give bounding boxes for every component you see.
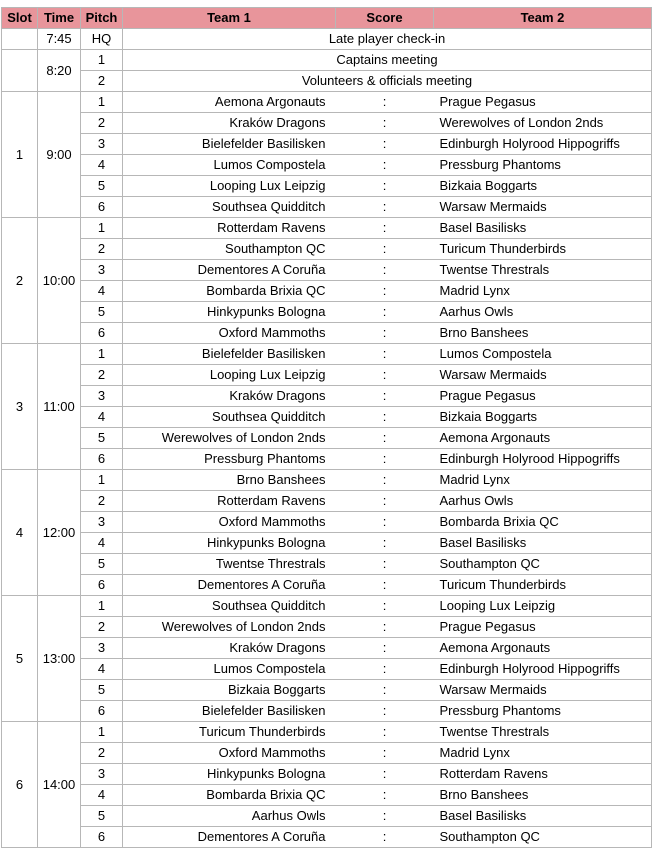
game-row	[2, 827, 652, 848]
pitch-cell: 1	[81, 722, 123, 743]
team2-cell: Werewolves of London 2nds	[434, 113, 652, 134]
pitch-cell: 5	[81, 428, 123, 449]
game-row	[2, 407, 652, 428]
team2-cell: Basel Basilisks	[434, 806, 652, 827]
game-row	[2, 155, 652, 176]
time-cell: 14:00	[38, 722, 81, 848]
time-cell: 9:00	[38, 92, 81, 218]
pitch-cell: 2	[81, 239, 123, 260]
team2-cell: Madrid Lynx	[434, 743, 652, 764]
pitch-cell: 5	[81, 680, 123, 701]
score-cell: :	[336, 260, 434, 281]
game-row	[2, 197, 652, 218]
score-cell: :	[336, 155, 434, 176]
pitch-cell: 6	[81, 323, 123, 344]
pitch-cell: 4	[81, 407, 123, 428]
team2-cell: Warsaw Mermaids	[434, 365, 652, 386]
game-row	[2, 92, 652, 113]
team1-cell: Kraków Dragons	[123, 386, 336, 407]
score-cell: :	[336, 659, 434, 680]
team1-cell: Rotterdam Ravens	[123, 218, 336, 239]
pitch-cell: 6	[81, 575, 123, 596]
team1-cell: Werewolves of London 2nds	[123, 617, 336, 638]
team1-cell: Southsea Quidditch	[123, 197, 336, 218]
team2-cell: Prague Pegasus	[434, 617, 652, 638]
slot-cell: 1	[2, 92, 38, 218]
score-cell: :	[336, 386, 434, 407]
pitch-cell: 3	[81, 134, 123, 155]
game-row	[2, 260, 652, 281]
team2-cell: Bizkaia Boggarts	[434, 407, 652, 428]
game-row	[2, 491, 652, 512]
score-cell: :	[336, 533, 434, 554]
game-row	[2, 239, 652, 260]
game-row	[2, 659, 652, 680]
team2-cell: Rotterdam Ravens	[434, 764, 652, 785]
game-row	[2, 281, 652, 302]
score-cell: :	[336, 365, 434, 386]
team1-cell: Oxford Mammoths	[123, 323, 336, 344]
pitch-cell: 5	[81, 806, 123, 827]
team2-cell: Pressburg Phantoms	[434, 155, 652, 176]
pitch-cell: 3	[81, 638, 123, 659]
score-cell: :	[336, 680, 434, 701]
team2-cell: Madrid Lynx	[434, 470, 652, 491]
schedule-body	[2, 29, 652, 848]
team1-cell: Dementores A Coruña	[123, 575, 336, 596]
pitch-cell: 4	[81, 533, 123, 554]
team2-cell: Prague Pegasus	[434, 92, 652, 113]
team2-cell: Prague Pegasus	[434, 386, 652, 407]
team1-cell: Looping Lux Leipzig	[123, 365, 336, 386]
team1-cell: Southsea Quidditch	[123, 596, 336, 617]
game-row	[2, 575, 652, 596]
score-cell: :	[336, 512, 434, 533]
team1-cell: Hinkypunks Bologna	[123, 764, 336, 785]
game-row	[2, 365, 652, 386]
team2-cell: Edinburgh Holyrood Hippogriffs	[434, 659, 652, 680]
team1-cell: Pressburg Phantoms	[123, 449, 336, 470]
team1-cell: Bielefelder Basilisken	[123, 701, 336, 722]
game-row	[2, 113, 652, 134]
header-pitch: Pitch	[81, 8, 123, 29]
score-cell: :	[336, 302, 434, 323]
pre-row	[2, 50, 652, 71]
pitch-cell: 5	[81, 302, 123, 323]
game-row	[2, 701, 652, 722]
pitch-cell: 4	[81, 281, 123, 302]
header-slot: Slot	[2, 8, 38, 29]
score-cell: :	[336, 575, 434, 596]
team2-cell: Brno Banshees	[434, 785, 652, 806]
team1-cell: Werewolves of London 2nds	[123, 428, 336, 449]
score-cell: :	[336, 638, 434, 659]
team2-cell: Edinburgh Holyrood Hippogriffs	[434, 449, 652, 470]
score-cell: :	[336, 323, 434, 344]
game-row	[2, 806, 652, 827]
pitch-cell: 6	[81, 197, 123, 218]
pitch-cell: 4	[81, 155, 123, 176]
team1-cell: Hinkypunks Bologna	[123, 533, 336, 554]
team2-cell: Pressburg Phantoms	[434, 701, 652, 722]
pitch-cell: 1	[81, 50, 123, 71]
score-cell: :	[336, 554, 434, 575]
score-cell: :	[336, 785, 434, 806]
header-time: Time	[38, 8, 81, 29]
header-score: Score	[336, 8, 434, 29]
team1-cell: Aarhus Owls	[123, 806, 336, 827]
team2-cell: Southampton QC	[434, 827, 652, 848]
team1-cell: Oxford Mammoths	[123, 743, 336, 764]
team1-cell: Looping Lux Leipzig	[123, 176, 336, 197]
team2-cell: Looping Lux Leipzig	[434, 596, 652, 617]
pitch-cell: 1	[81, 344, 123, 365]
team1-cell: Rotterdam Ravens	[123, 491, 336, 512]
pitch-cell: 5	[81, 176, 123, 197]
score-cell: :	[336, 239, 434, 260]
pitch-cell: 6	[81, 701, 123, 722]
event-cell: Volunteers & officials meeting	[123, 71, 652, 92]
team1-cell: Dementores A Coruña	[123, 260, 336, 281]
schedule-table	[1, 7, 652, 848]
score-cell: :	[336, 176, 434, 197]
pitch-cell: 1	[81, 218, 123, 239]
score-cell: :	[336, 701, 434, 722]
pitch-cell: 2	[81, 617, 123, 638]
header-row	[2, 8, 652, 29]
team2-cell: Twentse Threstrals	[434, 722, 652, 743]
event-cell: Captains meeting	[123, 50, 652, 71]
team1-cell: Aemona Argonauts	[123, 92, 336, 113]
team1-cell: Oxford Mammoths	[123, 512, 336, 533]
pitch-cell: 4	[81, 785, 123, 806]
game-row	[2, 344, 652, 365]
team1-cell: Turicum Thunderbirds	[123, 722, 336, 743]
score-cell: :	[336, 827, 434, 848]
score-cell: :	[336, 722, 434, 743]
team1-cell: Bielefelder Basilisken	[123, 344, 336, 365]
game-row	[2, 554, 652, 575]
score-cell: :	[336, 92, 434, 113]
game-row	[2, 449, 652, 470]
pitch-cell: 3	[81, 260, 123, 281]
game-row	[2, 764, 652, 785]
team1-cell: Kraków Dragons	[123, 638, 336, 659]
team2-cell: Aarhus Owls	[434, 302, 652, 323]
slot-cell: 5	[2, 596, 38, 722]
pitch-cell: 2	[81, 71, 123, 92]
game-row	[2, 533, 652, 554]
pitch-cell: 4	[81, 659, 123, 680]
score-cell: :	[336, 491, 434, 512]
team1-cell: Brno Banshees	[123, 470, 336, 491]
team1-cell: Southsea Quidditch	[123, 407, 336, 428]
pitch-cell: HQ	[81, 29, 123, 50]
pitch-cell: 5	[81, 554, 123, 575]
game-row	[2, 218, 652, 239]
game-row	[2, 176, 652, 197]
time-cell: 8:20	[38, 50, 81, 92]
team2-cell: Turicum Thunderbirds	[434, 575, 652, 596]
team2-cell: Basel Basilisks	[434, 218, 652, 239]
team1-cell: Bizkaia Boggarts	[123, 680, 336, 701]
team2-cell: Bizkaia Boggarts	[434, 176, 652, 197]
team1-cell: Bombarda Brixia QC	[123, 281, 336, 302]
game-row	[2, 743, 652, 764]
slot-cell: 2	[2, 218, 38, 344]
team1-cell: Kraków Dragons	[123, 113, 336, 134]
pitch-cell: 6	[81, 449, 123, 470]
team1-cell: Hinkypunks Bologna	[123, 302, 336, 323]
team1-cell: Bombarda Brixia QC	[123, 785, 336, 806]
game-row	[2, 428, 652, 449]
team2-cell: Madrid Lynx	[434, 281, 652, 302]
game-row	[2, 617, 652, 638]
header-team2: Team 2	[434, 8, 652, 29]
time-cell: 13:00	[38, 596, 81, 722]
score-cell: :	[336, 344, 434, 365]
pitch-cell: 2	[81, 113, 123, 134]
event-cell: Late player check-in	[123, 29, 652, 50]
team2-cell: Edinburgh Holyrood Hippogriffs	[434, 134, 652, 155]
slot-cell: 3	[2, 344, 38, 470]
team1-cell: Bielefelder Basilisken	[123, 134, 336, 155]
team2-cell: Twentse Threstrals	[434, 260, 652, 281]
team1-cell: Dementores A Coruña	[123, 827, 336, 848]
game-row	[2, 134, 652, 155]
pitch-cell: 3	[81, 386, 123, 407]
score-cell: :	[336, 743, 434, 764]
slot-cell: 6	[2, 722, 38, 848]
team2-cell: Aemona Argonauts	[434, 638, 652, 659]
header-team1: Team 1	[123, 8, 336, 29]
time-cell: 12:00	[38, 470, 81, 596]
time-cell: 11:00	[38, 344, 81, 470]
team2-cell: Aemona Argonauts	[434, 428, 652, 449]
game-row	[2, 680, 652, 701]
score-cell: :	[336, 134, 434, 155]
game-row	[2, 596, 652, 617]
slot-cell: 4	[2, 470, 38, 596]
team1-cell: Lumos Compostela	[123, 155, 336, 176]
pre-row	[2, 71, 652, 92]
score-cell: :	[336, 470, 434, 491]
team2-cell: Brno Banshees	[434, 323, 652, 344]
pitch-cell: 3	[81, 764, 123, 785]
game-row	[2, 638, 652, 659]
score-cell: :	[336, 197, 434, 218]
score-cell: :	[336, 806, 434, 827]
game-row	[2, 386, 652, 407]
time-cell: 7:45	[38, 29, 81, 50]
pitch-cell: 2	[81, 491, 123, 512]
slot-cell	[2, 50, 38, 92]
pitch-cell: 2	[81, 365, 123, 386]
game-row	[2, 470, 652, 491]
score-cell: :	[336, 407, 434, 428]
game-row	[2, 785, 652, 806]
team1-cell: Lumos Compostela	[123, 659, 336, 680]
score-cell: :	[336, 596, 434, 617]
pitch-cell: 6	[81, 827, 123, 848]
score-cell: :	[336, 617, 434, 638]
score-cell: :	[336, 281, 434, 302]
team2-cell: Aarhus Owls	[434, 491, 652, 512]
slot-cell	[2, 29, 38, 50]
game-row	[2, 512, 652, 533]
score-cell: :	[336, 428, 434, 449]
team2-cell: Warsaw Mermaids	[434, 680, 652, 701]
score-cell: :	[336, 218, 434, 239]
pitch-cell: 1	[81, 470, 123, 491]
score-cell: :	[336, 764, 434, 785]
pre-row	[2, 29, 652, 50]
game-row	[2, 722, 652, 743]
team2-cell: Basel Basilisks	[434, 533, 652, 554]
team2-cell: Warsaw Mermaids	[434, 197, 652, 218]
team1-cell: Southampton QC	[123, 239, 336, 260]
pitch-cell: 2	[81, 743, 123, 764]
game-row	[2, 323, 652, 344]
team2-cell: Lumos Compostela	[434, 344, 652, 365]
score-cell: :	[336, 449, 434, 470]
pitch-cell: 1	[81, 596, 123, 617]
team2-cell: Turicum Thunderbirds	[434, 239, 652, 260]
team1-cell: Twentse Threstrals	[123, 554, 336, 575]
team2-cell: Southampton QC	[434, 554, 652, 575]
pitch-cell: 1	[81, 92, 123, 113]
team2-cell: Bombarda Brixia QC	[434, 512, 652, 533]
score-cell: :	[336, 113, 434, 134]
pitch-cell: 3	[81, 512, 123, 533]
time-cell: 10:00	[38, 218, 81, 344]
game-row	[2, 302, 652, 323]
